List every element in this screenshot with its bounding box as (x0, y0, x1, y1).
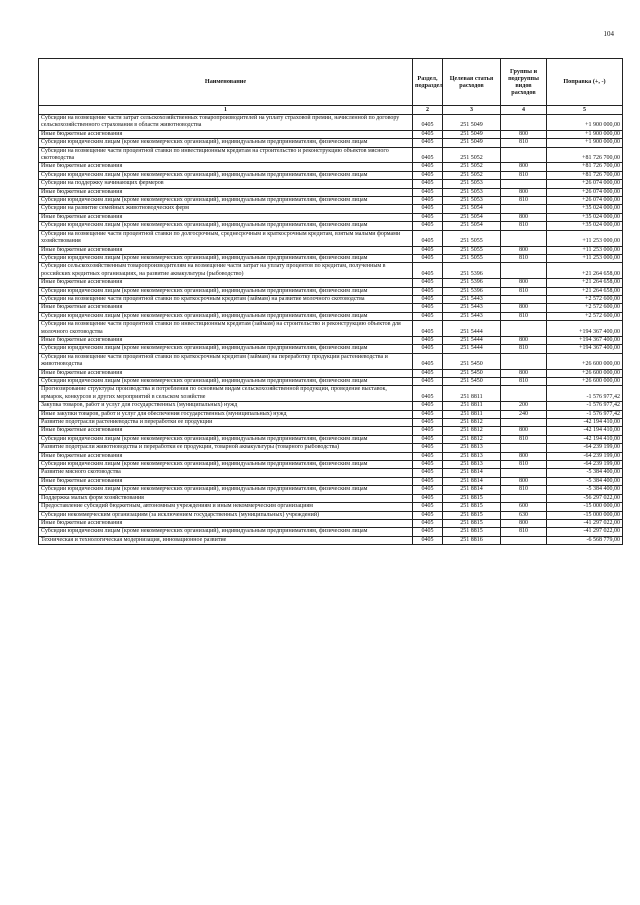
row-section: 0405 (413, 444, 443, 452)
row-expense-group: 800 (501, 279, 547, 287)
row-target-article: 251 8811 (443, 386, 501, 402)
row-expense-group: 800 (501, 130, 547, 138)
row-section: 0405 (413, 263, 443, 279)
row-name: Иные бюджетные ассигнования (39, 279, 413, 287)
row-section: 0405 (413, 222, 443, 230)
row-name: Субсидии юридическим лицам (кроме некоммерческих организаций), индивидуальным предпринимателям, физическим лицам (39, 345, 413, 353)
row-name: Субсидии юридическим лицам (кроме некоммерческих организаций), индивидуальным предпринимателям, физическим лицам (39, 171, 413, 179)
row-amount: -42 194 410,00 (547, 435, 623, 443)
table-row (39, 163, 623, 171)
row-target-article: 251 5052 (443, 147, 501, 163)
row-section: 0405 (413, 295, 443, 303)
column-number: 2 (413, 106, 443, 115)
row-target-article: 251 8811 (443, 402, 501, 410)
row-target-article: 251 5054 (443, 213, 501, 221)
row-amount: -6 568 779,00 (547, 536, 623, 544)
table-row (39, 130, 623, 138)
row-name: Субсидии юридическим лицам (кроме некоммерческих организаций), индивидуальным предпринимателям, физическим лицам (39, 254, 413, 262)
row-name: Иные закупки товаров, работ и услуг для обеспечения государственных (муниципальных) нужд (39, 410, 413, 418)
row-name: Иные бюджетные ассигнования (39, 369, 413, 377)
row-name: Иные бюджетные ассигнования (39, 427, 413, 435)
row-expense-group: 800 (501, 163, 547, 171)
row-target-article: 251 5052 (443, 171, 501, 179)
row-amount: -1 576 977,42 (547, 386, 623, 402)
row-amount: +26 074 000,00 (547, 188, 623, 196)
table-row (39, 503, 623, 511)
row-section: 0405 (413, 536, 443, 544)
row-target-article: 251 5053 (443, 197, 501, 205)
row-section: 0405 (413, 469, 443, 477)
header-name: Наименование (39, 59, 413, 106)
table-row (39, 336, 623, 344)
row-target-article: 251 8814 (443, 469, 501, 477)
row-name: Субсидии юридическим лицам (кроме некоммерческих организаций), индивидуальным предпринимателям, физическим лицам (39, 222, 413, 230)
row-target-article: 251 8811 (443, 410, 501, 418)
row-name: Субсидии юридическим лицам (кроме некоммерческих организаций), индивидуальным предпринимателям, физическим лицам (39, 197, 413, 205)
table-row (39, 321, 623, 337)
row-amount: +194 367 400,00 (547, 321, 623, 337)
table-body (39, 115, 623, 545)
row-amount: +81 726 700,00 (547, 147, 623, 163)
row-section: 0405 (413, 353, 443, 369)
row-expense-group (501, 386, 547, 402)
row-amount: +26 600 000,00 (547, 369, 623, 377)
table-row (39, 263, 623, 279)
row-section: 0405 (413, 477, 443, 485)
row-target-article: 251 8812 (443, 435, 501, 443)
row-section: 0405 (413, 345, 443, 353)
table-row (39, 254, 623, 262)
row-amount: -42 194 410,00 (547, 419, 623, 427)
row-amount: +11 253 000,00 (547, 254, 623, 262)
row-amount: -64 239 199,00 (547, 452, 623, 460)
row-section: 0405 (413, 378, 443, 386)
row-expense-group (501, 115, 547, 131)
row-expense-group: 810 (501, 528, 547, 536)
row-name: Субсидии сельскохозяйственным товаропроизводителям на возмещение части затрат на уплату процентов по кредитам, полученным в российских кредитных организациях, на развитие аквакультуры (рыбоводство) (39, 263, 413, 279)
row-section: 0405 (413, 321, 443, 337)
row-section: 0405 (413, 519, 443, 527)
row-name: Субсидии юридическим лицам (кроме некоммерческих организаций), индивидуальным предпринимателям, физическим лицам (39, 435, 413, 443)
row-expense-group: 600 (501, 503, 547, 511)
row-expense-group (501, 536, 547, 544)
row-amount: -15 000 000,00 (547, 503, 623, 511)
row-name: Иные бюджетные ассигнования (39, 336, 413, 344)
row-target-article: 251 5055 (443, 254, 501, 262)
table-row (39, 180, 623, 188)
row-amount: +194 367 400,00 (547, 336, 623, 344)
table-row (39, 511, 623, 519)
row-target-article: 251 5053 (443, 188, 501, 196)
row-expense-group (501, 444, 547, 452)
row-target-article: 251 8815 (443, 503, 501, 511)
row-section: 0405 (413, 246, 443, 254)
row-expense-group: 810 (501, 171, 547, 179)
row-name: Предоставление субсидий бюджетным, автономным учреждениям и иным некоммерческим организациям (39, 503, 413, 511)
row-target-article: 251 8815 (443, 494, 501, 502)
row-amount: +26 600 000,00 (547, 353, 623, 369)
row-target-article: 251 5443 (443, 304, 501, 312)
column-number: 3 (443, 106, 501, 115)
row-section: 0405 (413, 461, 443, 469)
row-section: 0405 (413, 171, 443, 179)
row-section: 0405 (413, 230, 443, 246)
row-section: 0405 (413, 528, 443, 536)
row-target-article: 251 8815 (443, 528, 501, 536)
row-section: 0405 (413, 205, 443, 213)
budget-amendments-table (38, 58, 623, 545)
row-name: Поддержка малых форм хозяйствования (39, 494, 413, 502)
row-expense-group: 800 (501, 477, 547, 485)
row-expense-group (501, 469, 547, 477)
table-row (39, 452, 623, 460)
row-target-article: 251 5443 (443, 295, 501, 303)
row-expense-group (501, 494, 547, 502)
row-target-article: 251 8815 (443, 519, 501, 527)
row-section: 0405 (413, 130, 443, 138)
row-section: 0405 (413, 287, 443, 295)
row-expense-group (501, 180, 547, 188)
table-row (39, 486, 623, 494)
table-row (39, 304, 623, 312)
row-name: Иные бюджетные ассигнования (39, 213, 413, 221)
row-name: Субсидии на возмещение части процентной ставки по краткосрочным кредитам (займам) на развитие молочного скотоводства (39, 295, 413, 303)
row-section: 0405 (413, 452, 443, 460)
row-expense-group (501, 419, 547, 427)
row-expense-group (501, 295, 547, 303)
column-number: 5 (547, 106, 623, 115)
row-amount: -41 297 022,00 (547, 528, 623, 536)
table-row (39, 230, 623, 246)
row-amount: -5 384 400,00 (547, 477, 623, 485)
row-section: 0405 (413, 435, 443, 443)
table-row (39, 369, 623, 377)
row-target-article: 251 5450 (443, 378, 501, 386)
row-expense-group: 810 (501, 222, 547, 230)
row-section: 0405 (413, 386, 443, 402)
page-number: 104 (603, 30, 614, 38)
header-section: Раздел, подраздел (413, 59, 443, 106)
table-row (39, 147, 623, 163)
row-amount: -56 297 022,00 (547, 494, 623, 502)
row-target-article: 251 5055 (443, 230, 501, 246)
row-section: 0405 (413, 180, 443, 188)
row-name: Субсидии юридическим лицам (кроме некоммерческих организаций), индивидуальным предпринимателям, физическим лицам (39, 486, 413, 494)
row-amount: +1 900 000,00 (547, 115, 623, 131)
row-expense-group (501, 263, 547, 279)
row-amount: +35 024 000,00 (547, 213, 623, 221)
row-expense-group: 810 (501, 435, 547, 443)
row-section: 0405 (413, 213, 443, 221)
row-target-article: 251 8812 (443, 427, 501, 435)
row-section: 0405 (413, 402, 443, 410)
row-expense-group: 800 (501, 336, 547, 344)
row-expense-group: 800 (501, 427, 547, 435)
row-expense-group: 800 (501, 519, 547, 527)
row-amount: -15 000 000,00 (547, 511, 623, 519)
row-expense-group (501, 205, 547, 213)
row-amount: +2 572 600,00 (547, 304, 623, 312)
row-section: 0405 (413, 494, 443, 502)
row-expense-group (501, 321, 547, 337)
table-row (39, 213, 623, 221)
row-section: 0405 (413, 163, 443, 171)
column-number: 1 (39, 106, 413, 115)
table-row (39, 528, 623, 536)
row-target-article: 251 5049 (443, 130, 501, 138)
column-number-row (39, 106, 623, 115)
row-target-article: 251 5396 (443, 287, 501, 295)
row-name: Субсидии на развитие семейных животноводческих ферм (39, 205, 413, 213)
row-target-article: 251 5450 (443, 353, 501, 369)
row-amount: +194 367 400,00 (547, 345, 623, 353)
row-name: Субсидии на возмещение части процентной ставки по краткосрочным кредитам (займам) на переработку продукции растениеводства и животноводства (39, 353, 413, 369)
row-section: 0405 (413, 254, 443, 262)
row-section: 0405 (413, 427, 443, 435)
row-name: Субсидии на возмещение части затрат сельскохозяйственных товаропроизводителей на уплату страховой премии, начисленной по договору сельскохозяйственного страхования в области животноводства (39, 115, 413, 131)
row-target-article: 251 5396 (443, 263, 501, 279)
table-row (39, 427, 623, 435)
row-expense-group: 810 (501, 486, 547, 494)
table-row (39, 171, 623, 179)
table-row (39, 435, 623, 443)
row-name: Развитие подотрасли растениеводства и переработки ее продукции (39, 419, 413, 427)
table-row (39, 410, 623, 418)
row-name: Субсидии юридическим лицам (кроме некоммерческих организаций), индивидуальным предпринимателям, физическим лицам (39, 528, 413, 536)
row-amount: +1 900 000,00 (547, 130, 623, 138)
row-name: Субсидии некоммерческим организациям (за исключением государственных (муниципальных) учреждений) (39, 511, 413, 519)
table-row (39, 115, 623, 131)
row-expense-group: 810 (501, 287, 547, 295)
row-amount: -41 297 022,00 (547, 519, 623, 527)
row-target-article: 251 5049 (443, 139, 501, 147)
row-expense-group: 800 (501, 246, 547, 254)
row-section: 0405 (413, 511, 443, 519)
row-name: Закупка товаров, работ и услуг для государственных (муниципальных) нужд (39, 402, 413, 410)
table-row (39, 246, 623, 254)
row-section: 0405 (413, 139, 443, 147)
row-section: 0405 (413, 419, 443, 427)
row-name: Субсидии юридическим лицам (кроме некоммерческих организаций), индивидуальным предпринимателям, физическим лицам (39, 461, 413, 469)
table-header-row (39, 59, 623, 106)
table-row (39, 469, 623, 477)
row-amount: +2 572 600,00 (547, 312, 623, 320)
row-amount: +21 264 658,00 (547, 279, 623, 287)
row-target-article: 251 5054 (443, 205, 501, 213)
row-name: Иные бюджетные ассигнования (39, 188, 413, 196)
row-target-article: 251 5055 (443, 246, 501, 254)
row-target-article: 251 8812 (443, 419, 501, 427)
row-target-article: 251 5054 (443, 222, 501, 230)
row-amount: -1 576 977,42 (547, 410, 623, 418)
table-row (39, 312, 623, 320)
row-target-article: 251 5443 (443, 312, 501, 320)
table-row (39, 188, 623, 196)
row-amount: +26 600 000,00 (547, 378, 623, 386)
row-amount: -64 239 199,00 (547, 461, 623, 469)
header-amendment: Поправка (+, -) (547, 59, 623, 106)
row-target-article: 251 8813 (443, 452, 501, 460)
row-amount: +2 572 600,00 (547, 295, 623, 303)
table-row (39, 477, 623, 485)
row-amount: +26 074 000,00 (547, 180, 623, 188)
row-section: 0405 (413, 147, 443, 163)
row-expense-group (501, 353, 547, 369)
header-target-article: Целевая статья расходов (443, 59, 501, 106)
row-expense-group: 630 (501, 511, 547, 519)
row-amount: +1 900 000,00 (547, 139, 623, 147)
table-row (39, 519, 623, 527)
row-name: Иные бюджетные ассигнования (39, 130, 413, 138)
row-name: Иные бюджетные ассигнования (39, 163, 413, 171)
row-amount: +81 726 700,00 (547, 171, 623, 179)
table-row (39, 494, 623, 502)
row-target-article: 251 8814 (443, 477, 501, 485)
row-section: 0405 (413, 410, 443, 418)
row-name: Иные бюджетные ассигнования (39, 246, 413, 254)
row-name: Субсидии на возмещение части процентной ставки по инвестиционным кредитам на строительство и реконструкцию объектов мясного скотоводства (39, 147, 413, 163)
row-amount: +21 264 658,00 (547, 263, 623, 279)
row-amount: -1 576 977,42 (547, 402, 623, 410)
row-target-article: 251 5052 (443, 163, 501, 171)
row-expense-group: 800 (501, 452, 547, 460)
row-name: Иные бюджетные ассигнования (39, 519, 413, 527)
row-name: Субсидии юридическим лицам (кроме некоммерческих организаций), индивидуальным предпринимателям, физическим лицам (39, 312, 413, 320)
row-name: Иные бюджетные ассигнования (39, 452, 413, 460)
row-amount: +26 074 000,00 (547, 197, 623, 205)
row-target-article: 251 5444 (443, 336, 501, 344)
column-number: 4 (501, 106, 547, 115)
row-target-article: 251 5396 (443, 279, 501, 287)
row-expense-group: 810 (501, 312, 547, 320)
row-section: 0405 (413, 312, 443, 320)
row-expense-group (501, 147, 547, 163)
row-name: Развитие мясного скотоводства (39, 469, 413, 477)
row-section: 0405 (413, 503, 443, 511)
row-amount: +35 024 000,00 (547, 205, 623, 213)
table-row (39, 419, 623, 427)
row-expense-group: 800 (501, 369, 547, 377)
row-expense-group: 810 (501, 461, 547, 469)
table-row (39, 353, 623, 369)
row-expense-group: 800 (501, 304, 547, 312)
table-row (39, 287, 623, 295)
row-target-article: 251 8816 (443, 536, 501, 544)
row-expense-group: 810 (501, 139, 547, 147)
row-expense-group: 800 (501, 213, 547, 221)
row-amount: +11 253 000,00 (547, 230, 623, 246)
table-row (39, 197, 623, 205)
row-amount: +21 264 658,00 (547, 287, 623, 295)
table-row (39, 279, 623, 287)
row-section: 0405 (413, 336, 443, 344)
row-expense-group (501, 230, 547, 246)
header-expense-group: Группы и подгруппы видов расходов (501, 59, 547, 106)
row-target-article: 251 5053 (443, 180, 501, 188)
row-name: Техническая и технологическая модернизация, инновационное развитие (39, 536, 413, 544)
table-row (39, 378, 623, 386)
row-expense-group: 810 (501, 378, 547, 386)
row-expense-group: 810 (501, 197, 547, 205)
row-section: 0405 (413, 115, 443, 131)
row-expense-group: 200 (501, 402, 547, 410)
row-name: Субсидии юридическим лицам (кроме некоммерческих организаций), индивидуальным предпринимателям, физическим лицам (39, 287, 413, 295)
row-name: Субсидии на возмещение части процентной ставки по инвестиционным кредитам (займам) на строительство и реконструкцию объектов для молочного скотоводства (39, 321, 413, 337)
row-amount: -5 384 400,00 (547, 486, 623, 494)
row-name: Иные бюджетные ассигнования (39, 477, 413, 485)
table-row (39, 139, 623, 147)
row-expense-group: 810 (501, 345, 547, 353)
row-section: 0405 (413, 279, 443, 287)
row-target-article: 251 8813 (443, 461, 501, 469)
row-expense-group: 240 (501, 410, 547, 418)
row-target-article: 251 5049 (443, 115, 501, 131)
table-row (39, 536, 623, 544)
row-amount: +35 024 000,00 (547, 222, 623, 230)
row-target-article: 251 5450 (443, 369, 501, 377)
row-expense-group: 800 (501, 188, 547, 196)
row-section: 0405 (413, 197, 443, 205)
row-amount: +81 726 700,00 (547, 163, 623, 171)
row-name: Субсидии юридическим лицам (кроме некоммерческих организаций), индивидуальным предпринимателям, физическим лицам (39, 378, 413, 386)
row-target-article: 251 5444 (443, 345, 501, 353)
row-target-article: 251 8814 (443, 486, 501, 494)
row-section: 0405 (413, 304, 443, 312)
row-expense-group: 810 (501, 254, 547, 262)
row-amount: -42 194 410,00 (547, 427, 623, 435)
row-name: Развитие подотрасли животноводства и переработки ее продукции, товарной аквакультуры (товарного рыбоводства) (39, 444, 413, 452)
table-row (39, 386, 623, 402)
table-row (39, 205, 623, 213)
row-section: 0405 (413, 188, 443, 196)
table-row (39, 295, 623, 303)
table-row (39, 222, 623, 230)
table-row (39, 461, 623, 469)
row-name: Субсидии юридическим лицам (кроме некоммерческих организаций), индивидуальным предпринимателям, физическим лицам (39, 139, 413, 147)
row-name: Прогнозирование структуры производства и потребления по основным видам сельскохозяйственной продукции, проведение выставок, ярмарок, конкурсов и других мероприятий в сельском хозяйстве (39, 386, 413, 402)
table-row (39, 402, 623, 410)
row-section: 0405 (413, 369, 443, 377)
row-target-article: 251 8813 (443, 444, 501, 452)
table-row (39, 444, 623, 452)
row-amount: +11 253 000,00 (547, 246, 623, 254)
row-name: Субсидии на поддержку начинающих фермеров (39, 180, 413, 188)
row-amount: -5 384 400,00 (547, 469, 623, 477)
row-section: 0405 (413, 486, 443, 494)
row-target-article: 251 5444 (443, 321, 501, 337)
row-name: Субсидии на возмещение части процентной ставки по долгосрочным, среднесрочным и краткосрочным кредитам, взятым малыми формами хозяйствования (39, 230, 413, 246)
table-row (39, 345, 623, 353)
row-target-article: 251 8815 (443, 511, 501, 519)
row-amount: -64 239 199,00 (547, 444, 623, 452)
row-name: Иные бюджетные ассигнования (39, 304, 413, 312)
